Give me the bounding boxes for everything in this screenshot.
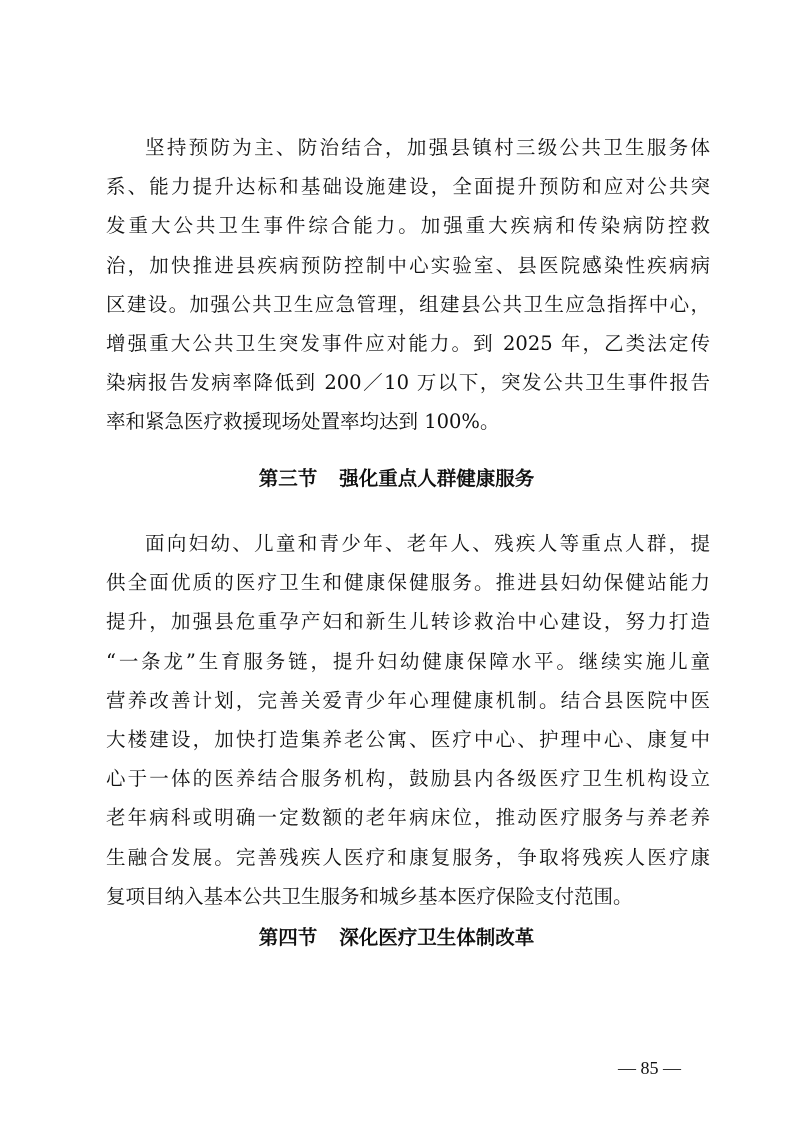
paragraph-public-health <box>106 128 710 442</box>
paragraph-line: 心于一体的医养结合服务机构，鼓励县内各级医疗卫生机构设立 <box>106 767 710 791</box>
paragraph-line: 发重大公共卫生事件综合能力。加强重大疾病和传染病防控救 <box>106 214 710 238</box>
paragraph-line: 治，加快推进县疾病预防控制中心实验室、县医院感染性疾病病 <box>106 253 710 277</box>
section-title: 深化医疗卫生体制改革 <box>339 926 535 949</box>
section-number: 第三节 <box>258 467 318 490</box>
paragraph-line: 染病报告发病率降低到 200／10 万以下，突发公共卫生事件报告 <box>106 371 710 395</box>
paragraph-line: 率和紧急医疗救援现场处置率均达到 100%。 <box>106 410 500 434</box>
paragraph-line: 区建设。加强公共卫生应急管理，组建县公共卫生应急指挥中心， <box>106 292 710 316</box>
page-number: — 85 — <box>618 1058 681 1078</box>
paragraph-line: 提升，加强县危重孕产妇和新生儿转诊救治中心建设，努力打造 <box>106 610 710 634</box>
paragraph-line: 面向妇幼、儿童和青少年、老年人、残疾人等重点人群，提 <box>145 532 710 555</box>
paragraph-line: 生融合发展。完善残疾人医疗和康复服务，争取将残疾人医疗康 <box>106 845 710 869</box>
paragraph-line: 营养改善计划，完善关爱青少年心理健康机制。结合县医院中医 <box>106 688 710 712</box>
paragraph-key-groups <box>106 524 710 916</box>
section-heading-3 <box>0 465 793 493</box>
section-title: 强化重点人群健康服务 <box>339 467 535 490</box>
section-number: 第四节 <box>258 926 318 949</box>
paragraph-line: 大楼建设，加快打造集养老公寓、医疗中心、护理中心、康复中 <box>106 727 710 751</box>
paragraph-line: 老年病科或明确一定数额的老年病床位，推动医疗服务与养老养 <box>106 806 710 830</box>
section-heading-4 <box>0 924 793 952</box>
paragraph-line: 供全面优质的医疗卫生和健康保健服务。推进县妇幼保健站能力 <box>106 571 710 595</box>
paragraph-line: 坚持预防为主、防治结合，加强县镇村三级公共卫生服务体 <box>145 136 710 159</box>
paragraph-line: 系、能力提升达标和基础设施建设，全面提升预防和应对公共突 <box>106 175 710 199</box>
paragraph-line: “一条龙”生育服务链，提升妇幼健康保障水平。继续实施儿童 <box>106 649 710 673</box>
paragraph-line: 复项目纳入基本公共卫生服务和城乡基本医疗保险支付范围。 <box>106 884 633 908</box>
paragraph-line: 增强重大公共卫生突发事件应对能力。到 2025 年，乙类法定传 <box>106 331 710 355</box>
